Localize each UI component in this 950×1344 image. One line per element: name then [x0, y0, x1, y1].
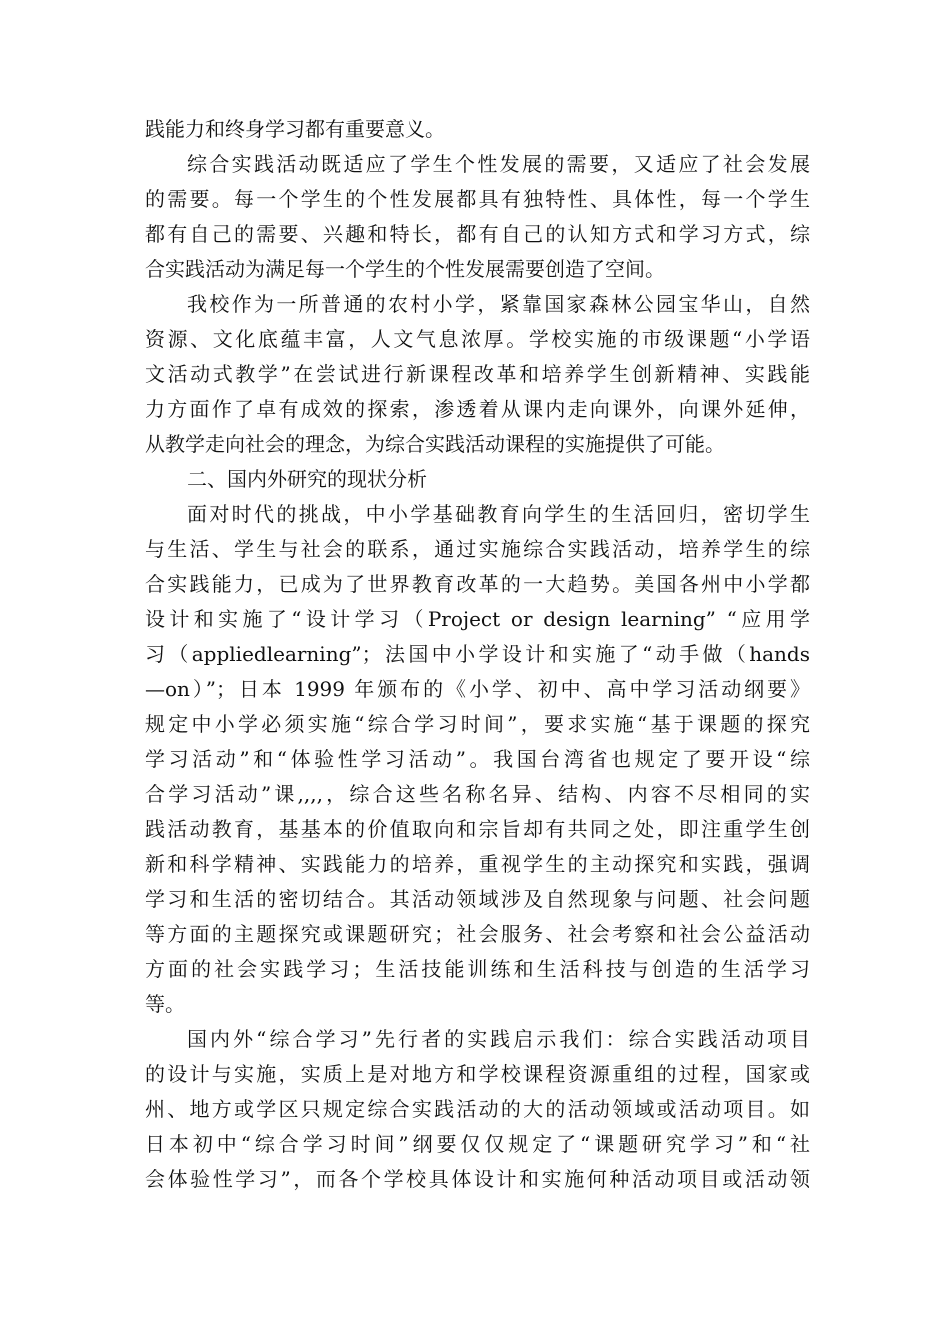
text-line: 资源、文化底蕴丰富，人文气息浓厚。学校实施的市级课题“小学语 [145, 327, 810, 351]
text-line: 的需要。每一个学生的个性发展都具有独特性、具体性，每一个学生 [145, 187, 810, 211]
text-line: 等。 [145, 992, 185, 1016]
text-line: 方面的社会实践学习；生活技能训练和生活科技与创造的生活学习 [145, 957, 810, 981]
text-line: —on）”；日本 1999 年颁布的《小学、初中、高中学习活动纲要》 [145, 677, 810, 701]
text-line: 践能力和终身学习都有重要意义。 [145, 117, 445, 141]
text-line: 综合实践活动既适应了学生个性发展的需要，又适应了社会发展 [187, 152, 810, 176]
text-line: 面对时代的挑战，中小学基础教育向学生的生活回归，密切学生 [187, 502, 810, 526]
text-line: 合实践活动为满足每一个学生的个性发展需要创造了空间。 [145, 257, 665, 281]
text-line: 我校作为一所普通的农村小学，紧靠国家森林公园宝华山，自然 [187, 292, 810, 316]
text-line: 与生活、学生与社会的联系，通过实施综合实践活动，培养学生的综 [145, 537, 810, 561]
text-line: 的设计与实施，实质上是对地方和学校课程资源重组的过程，国家或 [145, 1062, 810, 1086]
text-line: 习（appliedlearning”；法国中小学设计和实施了“动手做（hands [145, 642, 810, 666]
text-line: 合学习活动”课,,,,，综合这些名称名异、结构、内容不尽相同的实 [145, 782, 810, 806]
text-line: 学习和生活的密切结合。其活动领域涉及自然现象与问题、社会问题 [145, 887, 810, 911]
text-line: 设计和实施了“设计学习（Project or design learning” “应用学 [145, 607, 810, 631]
text-line: 合实践能力，已成为了世界教育改革的一大趋势。美国各州中小学都 [145, 572, 810, 596]
text-line: 会体验性学习”，而各个学校具体设计和实施何种活动项目或活动领 [145, 1167, 810, 1191]
document-page [145, 112, 810, 1197]
text-line: 践活动教育，基基本的价值取向和宗旨却有共同之处，即注重学生创 [145, 817, 810, 841]
text-line: 规定中小学必须实施“综合学习时间”，要求实施“基于课题的探究 [145, 712, 810, 736]
text-line: 州、地方或学区只规定综合实践活动的大的活动领域或活动项目。如 [145, 1097, 810, 1121]
text-line: 新和科学精神、实践能力的培养，重视学生的主动探究和实践，强调 [145, 852, 810, 876]
text-line: 日本初中“综合学习时间”纲要仅仅规定了“课题研究学习”和“社 [145, 1132, 810, 1156]
text-line: 都有自己的需要、兴趣和特长，都有自己的认知方式和学习方式，综 [145, 222, 810, 246]
text-line: 等方面的主题探究或课题研究；社会服务、社会考察和社会公益活动 [145, 922, 810, 946]
text-line: 文活动式教学”在尝试进行新课程改革和培养学生创新精神、实践能 [145, 362, 810, 386]
text-line: 从教学走向社会的理念，为综合实践活动课程的实施提供了可能。 [145, 432, 725, 456]
text-line: 力方面作了卓有成效的探索，渗透着从课内走向课外，向课外延伸， [145, 397, 810, 421]
text-line: 国内外“综合学习”先行者的实践启示我们：综合实践活动项目 [187, 1027, 810, 1051]
text-line: 二、国内外研究的现状分析 [187, 467, 427, 491]
text-line: 学习活动”和“体验性学习活动”。我国台湾省也规定了要开设“综 [145, 747, 810, 771]
